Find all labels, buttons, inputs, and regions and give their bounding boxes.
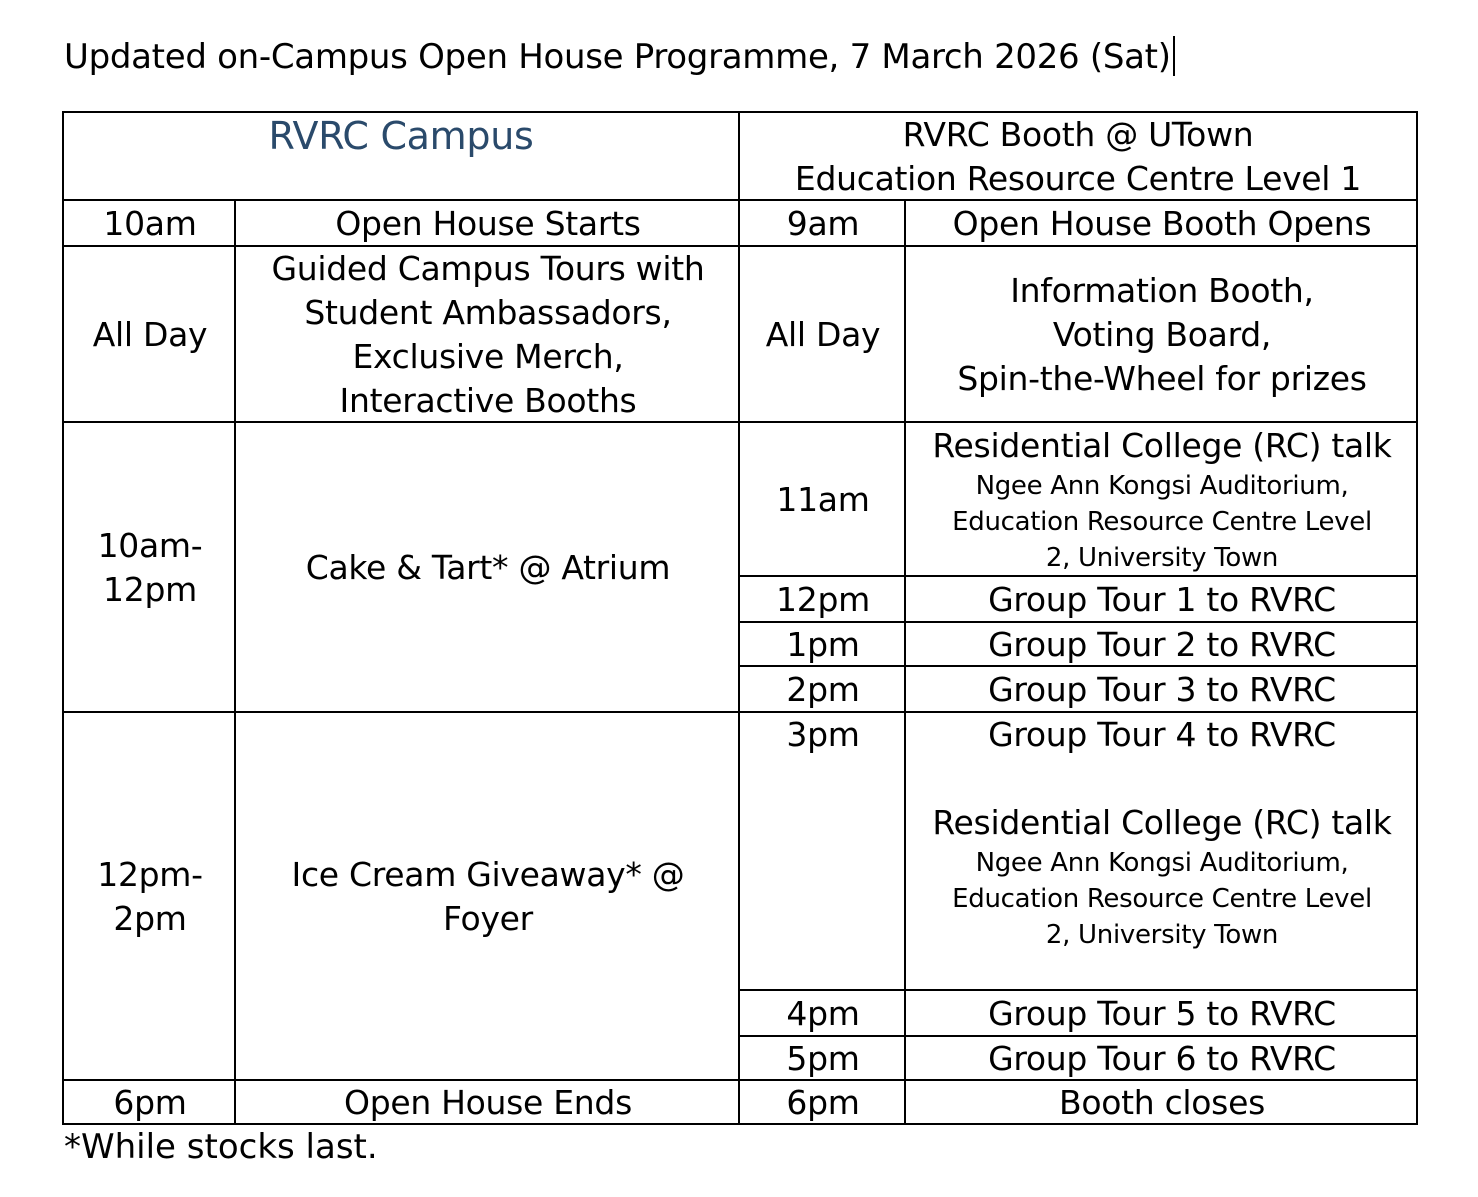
right-event-cell [907,623,1417,666]
left-time-cell [65,423,235,712]
event-line: Foyer [443,898,533,938]
event-line: Spin-the-Wheel for prizes [957,358,1367,398]
left-event-cell [237,201,739,246]
right-time-cell [741,623,905,666]
left-header-label: RVRC Campus [268,114,534,158]
event-label: Group Tour 4 to RVRC [988,715,1336,754]
right-event-cell [907,201,1417,246]
event-line: Exclusive Merch, [352,336,624,376]
event-line: Voting Board, [1052,314,1272,354]
event-line: Information Booth, [1010,270,1314,310]
time-line: 12pm [103,569,197,609]
event-label: Group Tour 3 to RVRC [988,669,1336,709]
right-time-cell [741,423,905,576]
venue-line: Ngee Ann Kongsi Auditorium, [975,848,1349,878]
left-header-rvrc-campus [65,114,737,164]
event-label: Open House Starts [335,203,641,243]
left-event-cell [237,1081,739,1124]
time-label: 3pm [786,715,860,754]
event-label: Group Tour 1 to RVRC [988,579,1336,619]
right-event-cell [907,713,1417,990]
right-time-cell [741,577,905,622]
left-time-cell [65,713,235,1080]
right-event-cell [907,577,1417,622]
venue-line: Education Resource Centre Level [952,884,1372,914]
venue-line: Education Resource Centre Level [952,506,1372,537]
event-label: Cake & Tart* @ Atrium [305,547,671,587]
venue-line: 2, University Town [1045,920,1279,950]
left-event-cell [237,247,739,422]
event-label: Open House Ends [344,1082,632,1122]
event-label: Group Tour 6 to RVRC [988,1038,1336,1078]
event-label: Group Tour 5 to RVRC [988,993,1336,1033]
right-time-cell [741,201,905,246]
right-header-line: Education Resource Centre Level 1 [794,159,1362,198]
event-line: Ice Cream Giveaway* @ [291,854,685,894]
time-label: 5pm [786,1038,860,1078]
time-line: 10am- [97,525,203,565]
time-label: 4pm [786,993,860,1033]
right-event-cell [907,423,1417,576]
event-line: Interactive Booths [339,380,637,420]
time-label: All Day [92,314,208,354]
document-title: Updated on-Campus Open House Programme, 7 March 2026 (Sat) [64,36,1175,77]
right-event-cell [907,667,1417,712]
event-label: Residential College (RC) talk [932,425,1392,465]
event-label: Residential College (RC) talk [932,803,1392,842]
time-label: 11am [776,479,870,519]
time-label: 6pm [113,1082,187,1122]
time-label: 9am [786,203,860,243]
left-event-cell [237,713,739,1080]
right-header-utown-booth [741,114,1415,200]
right-header-line: RVRC Booth @ UTown [902,115,1254,154]
right-time-cell [741,247,905,422]
event-line: Student Ambassadors, [304,292,672,332]
left-time-cell [65,201,235,246]
left-time-cell [65,1081,235,1124]
time-line: 2pm [113,898,187,938]
right-time-cell [741,713,905,990]
time-label: All Day [765,314,881,354]
event-label: Group Tour 2 to RVRC [988,624,1336,664]
right-time-cell [741,1037,905,1080]
footnote: *While stocks last. [64,1127,378,1167]
time-label: 2pm [786,669,860,709]
right-event-cell [907,991,1417,1036]
right-event-cell [907,1081,1417,1124]
left-time-cell [65,247,235,422]
time-label: 6pm [786,1082,860,1122]
right-time-cell [741,991,905,1036]
event-line: Guided Campus Tours with [271,248,705,288]
time-line: 12pm- [97,854,203,894]
right-event-cell [907,1037,1417,1080]
right-time-cell [741,667,905,712]
time-label: 10am [103,203,197,243]
event-label: Booth closes [1059,1082,1265,1122]
left-event-cell [237,423,739,712]
time-label: 12pm [776,579,870,619]
venue-line: Ngee Ann Kongsi Auditorium, [975,470,1349,501]
right-event-cell [907,247,1417,422]
right-time-cell [741,1081,905,1124]
time-label: 1pm [786,624,860,664]
venue-line: 2, University Town [1045,542,1279,573]
event-label: Open House Booth Opens [952,203,1372,243]
